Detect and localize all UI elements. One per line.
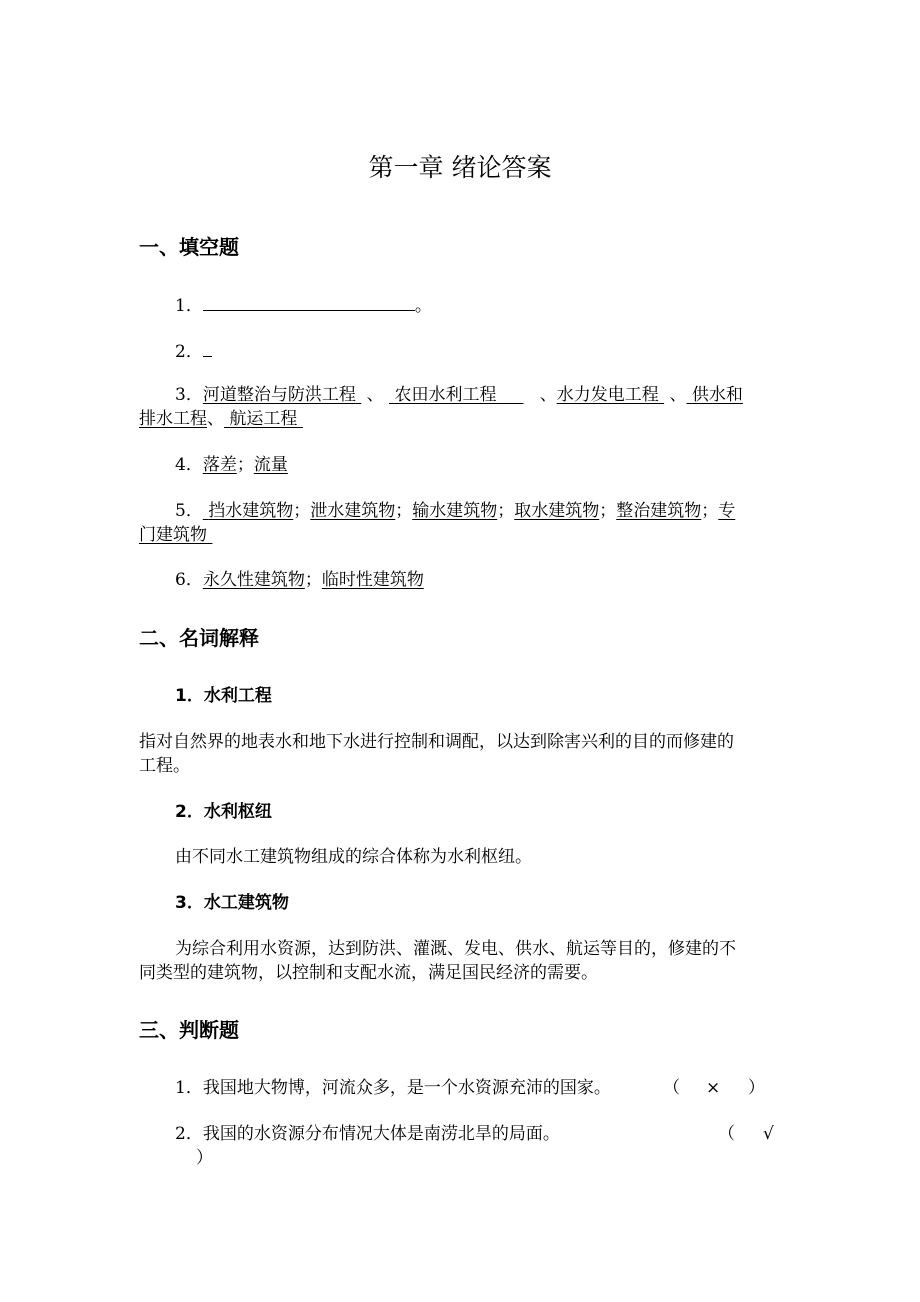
answer-text: 河道整治与防洪工程 (202, 385, 356, 405)
term-definition-2: 由不同水工建筑物组成的综合体称为水利枢纽。 (175, 847, 532, 867)
judge-close-paren-1: ） (748, 1078, 765, 1098)
term-definition-1-line-2: 工程。 (139, 756, 190, 776)
judge-question-1 (175, 1076, 611, 1100)
answer-text: 水力发电工程 (556, 385, 659, 405)
judge-answer-mark-2: √ (763, 1124, 774, 1144)
answer-text: 航运工程 (229, 409, 298, 429)
term-definition-1-line-1: 指对自然界的地表水和地下水进行控制和调配，以达到除害兴利的目的而修建的 (139, 732, 734, 752)
section-heading-fill-in: 一、填空题 (139, 235, 239, 259)
section-heading-judge: 三、判断题 (139, 1018, 239, 1042)
judge-answer-mark-1: × (706, 1078, 721, 1098)
term-label-2: 2．水利枢纽 (175, 802, 272, 822)
fill-question-3-line-2 (139, 407, 303, 431)
judge-open-paren-1: （ (663, 1078, 680, 1098)
answer-text: 落差 (202, 455, 237, 475)
answer-text: 临时性建筑物 (321, 570, 424, 590)
question-tail: 。 (414, 296, 432, 316)
question-number: 1． (175, 296, 203, 316)
judge-question-2 (175, 1122, 560, 1146)
separator: ； (236, 455, 254, 475)
answer-text: 供水和 (691, 385, 743, 405)
separator: 、 (539, 385, 557, 405)
fill-question-5-line-1 (175, 499, 735, 523)
separator: ； (599, 501, 617, 521)
answer-text: 整治建筑物 (616, 501, 702, 521)
separator: ； (304, 570, 322, 590)
answer-text: 泄水建筑物 (310, 501, 396, 521)
separator: ； (293, 501, 311, 521)
answer-text: 农田水利工程 (394, 385, 497, 405)
fill-question-6 (175, 568, 424, 592)
separator: 、 (366, 385, 384, 405)
term-label-3: 3．水工建筑物 (175, 893, 289, 913)
question-number: 3． (175, 385, 203, 405)
separator: ； (395, 501, 413, 521)
separator: 、 (669, 385, 687, 405)
page-title: 第一章 绪论答案 (368, 153, 552, 182)
separator: ； (497, 501, 515, 521)
fill-question-4 (175, 453, 288, 477)
answer-text: 流量 (253, 455, 288, 475)
question-number: 5． (175, 501, 203, 521)
term-label-1: 1．水利工程 (175, 686, 272, 706)
term-definition-3-line-1: 为综合利用水资源，达到防洪、灌溉、发电、供水、航运等目的，修建的不 (175, 939, 736, 959)
fill-question-5-line-2 (139, 523, 212, 547)
answer-text: 取水建筑物 (514, 501, 600, 521)
answer-text: 挡水建筑物 (208, 501, 294, 521)
judge-close-paren-2: ） (196, 1148, 213, 1168)
question-number: 4． (175, 455, 203, 475)
question-number: 2． (175, 342, 203, 362)
fill-question-2 (175, 338, 212, 364)
fill-question-3-line-1 (175, 383, 743, 407)
answer-text: 永久性建筑物 (202, 570, 305, 590)
separator: 、 (207, 409, 224, 429)
answer-text: 门建筑物 (139, 525, 207, 545)
question-number: 6． (175, 570, 203, 590)
answer-text: 输水建筑物 (412, 501, 498, 521)
question-text: 2．我国的水资源分布情况大体是南涝北旱的局面。 (175, 1124, 560, 1144)
answer-text: 专 (718, 501, 736, 521)
answer-blank (203, 338, 212, 357)
section-heading-terms: 二、名词解释 (139, 626, 259, 650)
judge-open-paren-2: （ (718, 1124, 735, 1144)
answer-blank (203, 292, 415, 311)
fill-question-1 (175, 292, 432, 318)
term-definition-3-line-2: 同类型的建筑物，以控制和支配水流，满足国民经济的需要。 (139, 963, 598, 983)
question-text: 1．我国地大物博，河流众多，是一个水资源充沛的国家。 (175, 1078, 611, 1098)
answer-text: 排水工程 (139, 409, 207, 429)
separator: ； (701, 501, 719, 521)
